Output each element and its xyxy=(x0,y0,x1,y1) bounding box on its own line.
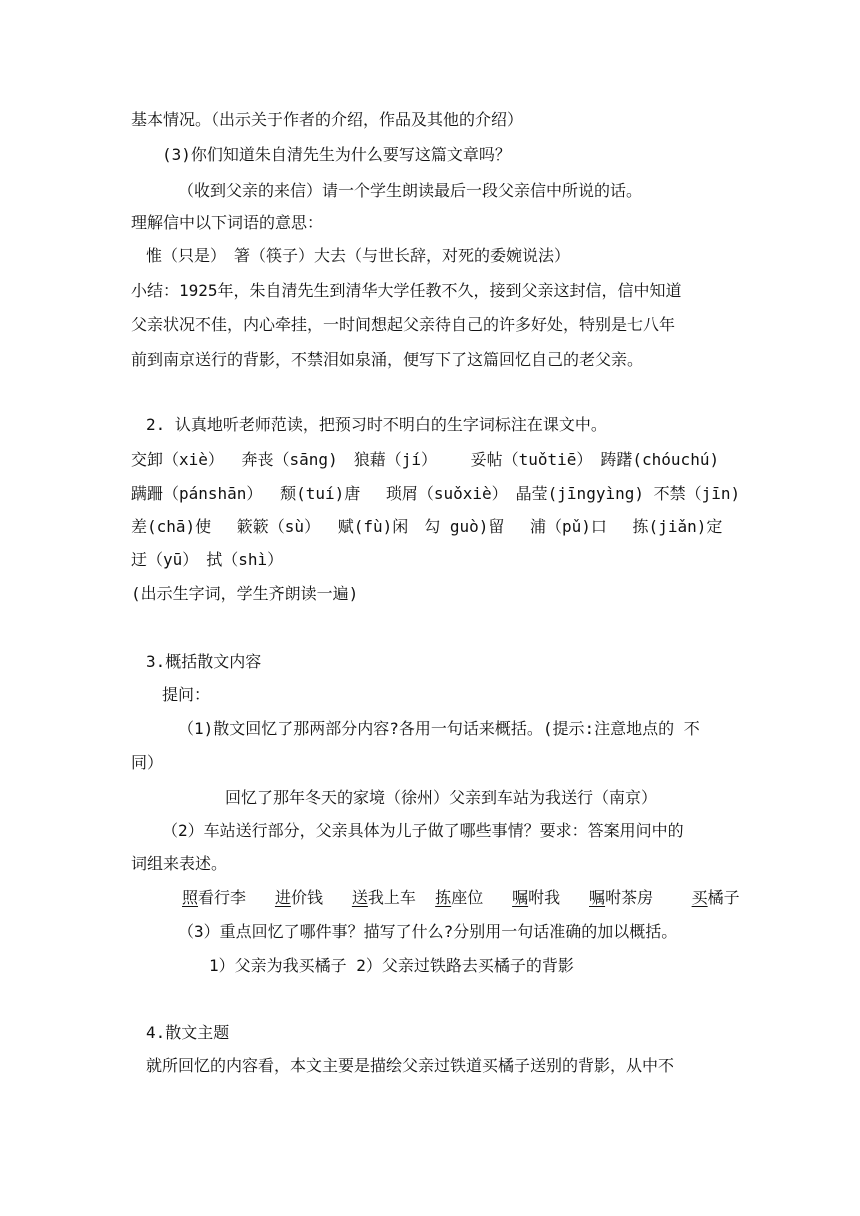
vocab-line: 差(chā)使 簌簌（sù） 赋(fù)闲 勾 guò)留 浦（pǔ)口 拣(jiǎn)定 xyxy=(131,517,723,536)
text-line: 回忆了那年冬天的家境（徐州）父亲到车站为我送行（南京） xyxy=(225,788,658,807)
text-line: (出示生字词，学生齐朗读一遍) xyxy=(131,584,359,603)
text-line: 提问： xyxy=(162,685,211,704)
text-line: 前到南京送行的背影，不禁泪如泉涌，便写下了这篇回忆自己的老父亲。 xyxy=(131,350,644,369)
action-item: 嘱咐我 xyxy=(512,888,561,907)
action-item: 拣座位 xyxy=(435,888,484,907)
text-line: （2）车站送行部分，父亲具体为儿子做了哪些事情？要求：答案用问中的 xyxy=(162,821,684,840)
text-line: 理解信中以下词语的意思： xyxy=(131,213,324,232)
text-line: 同） xyxy=(131,753,164,772)
vocab-line: 迂（yū） 拭（shì） xyxy=(131,550,284,569)
actions-line xyxy=(182,887,740,909)
vocab-line: 交卸（xiè） 奔丧（sāng) 狼藉（jí） 妥帖（tuǒtiē） 踌躇(chóuchú) xyxy=(131,450,720,469)
text-line: （收到父亲的来信）请一个学生朗读最后一段父亲信中所说的话。 xyxy=(178,181,643,200)
action-item: 送我上车 xyxy=(351,888,416,907)
section-heading: 4.散文主题 xyxy=(146,1023,230,1042)
text-line: 词组来表述。 xyxy=(131,854,228,873)
vocab-line: 蹒跚（pánshān） 颓(tuí)唐 琐屑（suǒxiè） 晶莹(jīngyìng) 不禁（jīn) xyxy=(131,484,741,503)
action-item: 买橘子 xyxy=(691,888,740,907)
text-line: 就所回忆的内容看，本文主要是描绘父亲过铁道买橘子送别的背影，从中不 xyxy=(146,1056,675,1075)
text-line: 父亲状况不佳，内心牵挂，一时间想起父亲待自己的许多好处，特别是七八年 xyxy=(131,315,676,334)
text-line: (3)你们知道朱自清先生为什么要写这篇文章吗？ xyxy=(162,145,511,164)
text-line: 惟（只是） 箸（筷子）大去（与世长辞，对死的委婉说法） xyxy=(146,246,571,265)
action-item: 进价钱 xyxy=(274,888,323,907)
section-heading: 2. 认真地听老师范读，把预习时不明白的生字词标注在课文中。 xyxy=(146,415,607,434)
text-line: （1)散文回忆了那两部分内容?各用一句话来概括。(提示:注意地点的 不 xyxy=(178,719,700,738)
text-line: 基本情况。（出示关于作者的介绍，作品及其他的介绍） xyxy=(131,110,524,129)
text-line: 小结：1925年，朱自清先生到清华大学任教不久，接到父亲这封信，信中知道 xyxy=(131,281,682,300)
text-line: （3）重点回忆了哪件事？描写了什么?分别用一句话准确的加以概括。 xyxy=(178,922,678,941)
section-heading: 3.概括散文内容 xyxy=(146,652,262,671)
action-item: 嘱咐茶房 xyxy=(589,888,654,907)
action-item: 照看行李 xyxy=(182,888,247,907)
text-line: 1）父亲为我买橘子 2）父亲过铁路去买橘子的背影 xyxy=(209,956,574,975)
